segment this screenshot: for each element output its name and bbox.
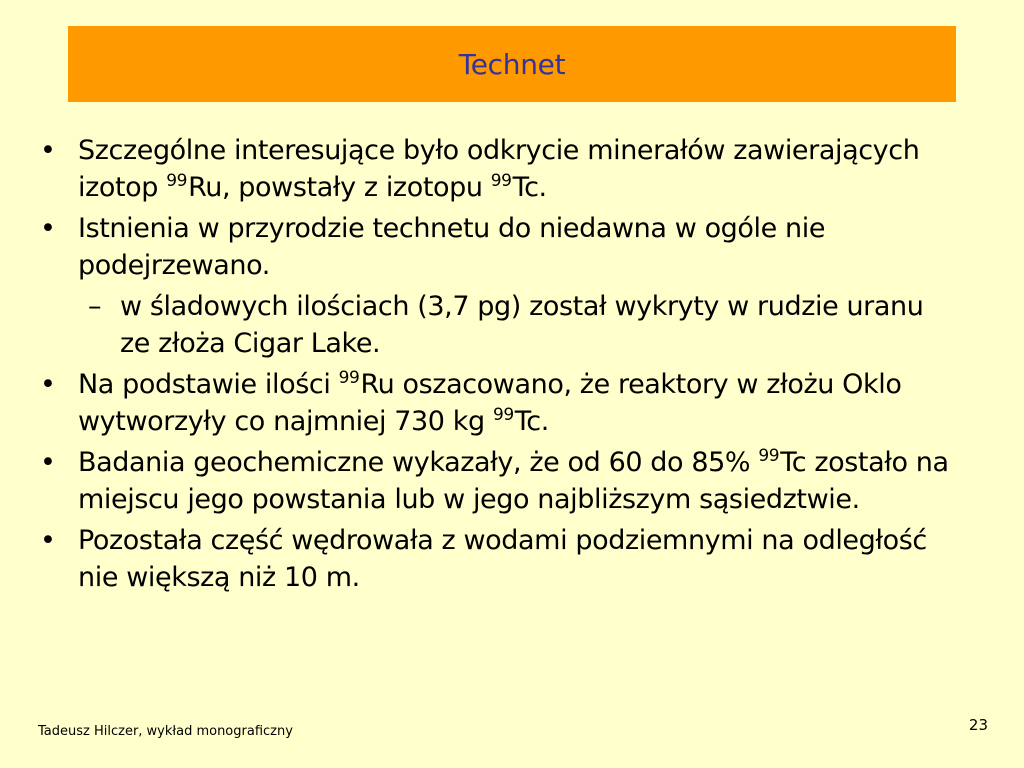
bullet-item: [38, 444, 958, 518]
bullet-text: Szczególne interesujące było odkrycie minerałów zawierających izotop $^{99}$Ru, powstały z izotopu $^{99}$Tc.: [78, 135, 920, 203]
bullet-item: [38, 132, 958, 206]
sub-bullet-item: [38, 288, 958, 362]
slide-title: Technet: [458, 47, 566, 81]
page-number: 23: [968, 716, 988, 734]
bullet-item: [38, 210, 958, 284]
bullet-marker: •: [40, 525, 56, 556]
sub-bullet-text: w śladowych ilościach (3,7 pg) został wykryty w rudzie uranu ze złoża Cigar Lake.: [120, 291, 924, 359]
bullet-text: Pozostała część wędrowała z wodami podziemnymi na odległość nie większą niż 10 m.: [78, 525, 927, 593]
bullet-marker: •: [40, 135, 56, 166]
bullet-text: Na podstawie ilości $^{99}$Ru oszacowano, że reaktory w złożu Oklo wytworzyły co najmniej 730 kg $^{99}$Tc.: [78, 368, 902, 437]
dash-marker: –: [88, 291, 102, 322]
bullet-marker: •: [40, 213, 56, 244]
slide-content: [38, 132, 958, 600]
bullet-marker: •: [40, 447, 56, 478]
bullet-item: [38, 366, 958, 440]
bullet-marker: •: [40, 369, 56, 400]
title-bar: [68, 26, 956, 102]
slide-footer: Tadeusz Hilczer, wykład monograficzny: [38, 724, 293, 739]
bullet-text: Istnienia w przyrodzie technetu do niedawna w ogóle nie podejrzewano.: [78, 213, 826, 281]
bullet-text: Badania geochemiczne wykazały, że od 60 do 85% $^{99}$Tc zostało na miejscu jego powstania lub w jego najbliższym sąsiedztwie.: [78, 446, 949, 515]
bullet-item: [38, 522, 958, 596]
